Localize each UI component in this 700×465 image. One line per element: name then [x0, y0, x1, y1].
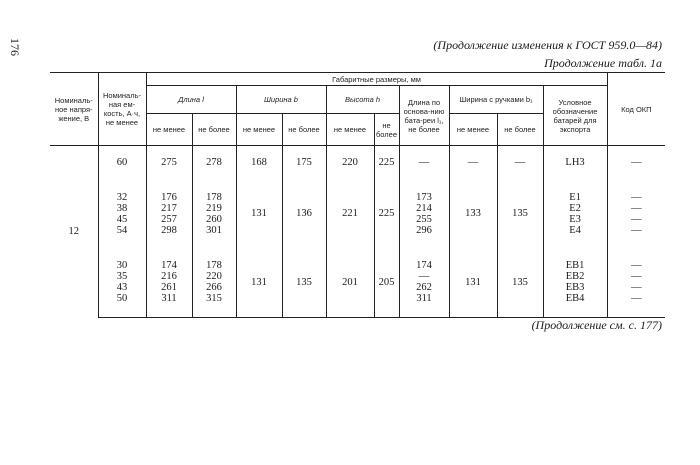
cell-value: 173 [416, 191, 432, 203]
cell-value: 38 [116, 202, 128, 214]
cell-width-min [236, 146, 282, 180]
cell-value: 311 [161, 293, 177, 305]
cell-height-max [374, 180, 399, 248]
cell-value: 174 [416, 260, 432, 272]
header-capacity: Номиналь-ная ем-кость, А·ч, не менее [98, 73, 146, 146]
cell-value: — [631, 271, 642, 283]
cell-value: 136 [296, 208, 312, 219]
cell-value: 54 [116, 224, 128, 236]
cell-value: 257 [161, 213, 177, 225]
cell-value: LH3 [565, 157, 585, 169]
table-row [50, 146, 665, 180]
cell-handles-min [449, 248, 497, 318]
cell-value: 216 [161, 271, 177, 283]
cell-value: E3 [569, 213, 581, 225]
cell-value: 168 [251, 157, 267, 169]
cell-length-max [192, 248, 236, 318]
header-voltage: Номиналь-ное напря-жение, В [50, 73, 98, 146]
cell-value: — [631, 157, 642, 169]
cell-value: — [514, 157, 526, 169]
cell-value: 35 [116, 271, 128, 283]
battery-dimensions-table [50, 72, 665, 318]
cell-value: 50 [116, 293, 128, 305]
cell-width-max [282, 146, 326, 180]
table-row [50, 248, 665, 318]
cell-capacity [98, 180, 146, 248]
cell-base-length [399, 248, 449, 318]
cell-value: 43 [116, 282, 128, 294]
cell-value: 278 [206, 157, 222, 169]
cell-okp [607, 248, 665, 318]
cell-value: — [631, 293, 642, 305]
header-height: Высота h [326, 86, 399, 114]
cell-height-min [326, 248, 374, 318]
cell-value: 225 [378, 208, 395, 219]
cell-value: — [631, 282, 642, 294]
cell-value: 205 [378, 276, 395, 288]
cell-height-min [326, 180, 374, 248]
cell-value: 296 [416, 224, 432, 236]
cell-value: 178 [206, 260, 222, 272]
voltage-cell: 12 [50, 146, 98, 318]
cell-value: 255 [416, 213, 432, 225]
cell-width-min [236, 248, 282, 318]
cell-value: 275 [161, 157, 177, 169]
table-continuation: Продолжение табл. 1а [544, 56, 662, 70]
header-designation: Условное обозначение батарей для экспорта [543, 86, 607, 146]
cell-value: 261 [161, 282, 177, 294]
cell-value: 178 [206, 191, 222, 203]
cell-value: — [631, 224, 642, 236]
header-length-min: не менее [146, 114, 192, 146]
cell-value: 217 [161, 202, 177, 214]
header-dimensions: Габаритные размеры, мм [146, 73, 607, 86]
header-width-max: не более [282, 114, 326, 146]
cell-value: 201 [342, 276, 358, 288]
cell-designation [543, 248, 607, 318]
cell-value: 220 [206, 271, 222, 283]
cell-value: 135 [512, 276, 528, 288]
cell-value: 298 [161, 224, 177, 236]
cell-value: 220 [342, 157, 358, 169]
cell-value: 131 [465, 276, 481, 288]
header-width-handles: Ширина с ручками b₁ [449, 86, 543, 114]
cell-value: — [631, 191, 642, 203]
header-height-min: не менее [326, 114, 374, 146]
header-length: Длина l [146, 86, 236, 114]
cell-value: 135 [512, 208, 528, 219]
header-okp: Код ОКП [607, 73, 665, 146]
cell-base-length [399, 180, 449, 248]
cell-length-min [146, 248, 192, 318]
cell-length-min [146, 146, 192, 180]
cell-value: 315 [206, 293, 222, 305]
cell-value: 135 [296, 276, 312, 288]
cell-value: — [631, 213, 642, 225]
cell-height-min [326, 146, 374, 180]
cell-capacity [98, 146, 146, 180]
cell-designation [543, 180, 607, 248]
page-number: 176 [8, 38, 22, 56]
cell-length-min [146, 180, 192, 248]
header-height-max: не более [374, 114, 399, 146]
cell-value: 214 [416, 202, 432, 214]
cell-length-max [192, 180, 236, 248]
cell-value: — [631, 260, 642, 272]
cell-value: EB3 [565, 282, 585, 294]
cell-value: 260 [206, 213, 222, 225]
cell-value: 174 [161, 260, 177, 272]
header-continuation: (Продолжение изменения к ГОСТ 959.0—84) [433, 38, 662, 52]
cell-value: 301 [206, 224, 222, 236]
cell-width-min [236, 180, 282, 248]
cell-value: 311 [416, 293, 432, 305]
cell-height-max [374, 248, 399, 318]
header-length-max: не более [192, 114, 236, 146]
cell-height-max [374, 146, 399, 180]
cell-value: 176 [161, 191, 177, 203]
cell-value: 262 [416, 282, 432, 294]
cell-value: 30 [116, 260, 128, 272]
cell-handles-max [497, 180, 543, 248]
cell-value: 219 [206, 202, 222, 214]
header-width: Ширина b [236, 86, 326, 114]
cell-value: — [467, 157, 479, 169]
footer-continuation: (Продолжение см. с. 177) [531, 318, 662, 332]
cell-value: 175 [296, 157, 312, 169]
cell-value: 131 [251, 208, 267, 219]
cell-handles-min [449, 146, 497, 180]
cell-value: — [418, 271, 430, 283]
cell-value: 133 [465, 208, 481, 219]
cell-handles-min [449, 180, 497, 248]
cell-handles-max [497, 248, 543, 318]
cell-width-max [282, 180, 326, 248]
header-handles-min: не менее [449, 114, 497, 146]
cell-value: EB1 [565, 260, 585, 272]
cell-value: 225 [378, 157, 395, 169]
cell-value: E2 [569, 202, 581, 214]
cell-value: EB2 [565, 271, 585, 283]
cell-capacity [98, 248, 146, 318]
cell-value: 45 [116, 213, 128, 225]
cell-value: 60 [116, 157, 128, 169]
cell-base-length [399, 146, 449, 180]
cell-value: 131 [251, 276, 267, 288]
cell-value: — [631, 202, 642, 214]
table-row [50, 180, 665, 248]
header-handles-max: не более [497, 114, 543, 146]
cell-value: 221 [342, 208, 358, 219]
cell-value: 32 [116, 191, 128, 203]
cell-length-max [192, 146, 236, 180]
header-width-min: не менее [236, 114, 282, 146]
cell-okp [607, 180, 665, 248]
cell-value: E4 [569, 224, 581, 236]
cell-value: E1 [569, 191, 581, 203]
cell-value: EB4 [565, 293, 585, 305]
cell-handles-max [497, 146, 543, 180]
cell-okp [607, 146, 665, 180]
cell-width-max [282, 248, 326, 318]
header-base-length: Длина по основа-нию бата-реи l₁, не более [399, 86, 449, 146]
cell-value: — [418, 157, 430, 169]
cell-designation [543, 146, 607, 180]
cell-value: 266 [206, 282, 222, 294]
